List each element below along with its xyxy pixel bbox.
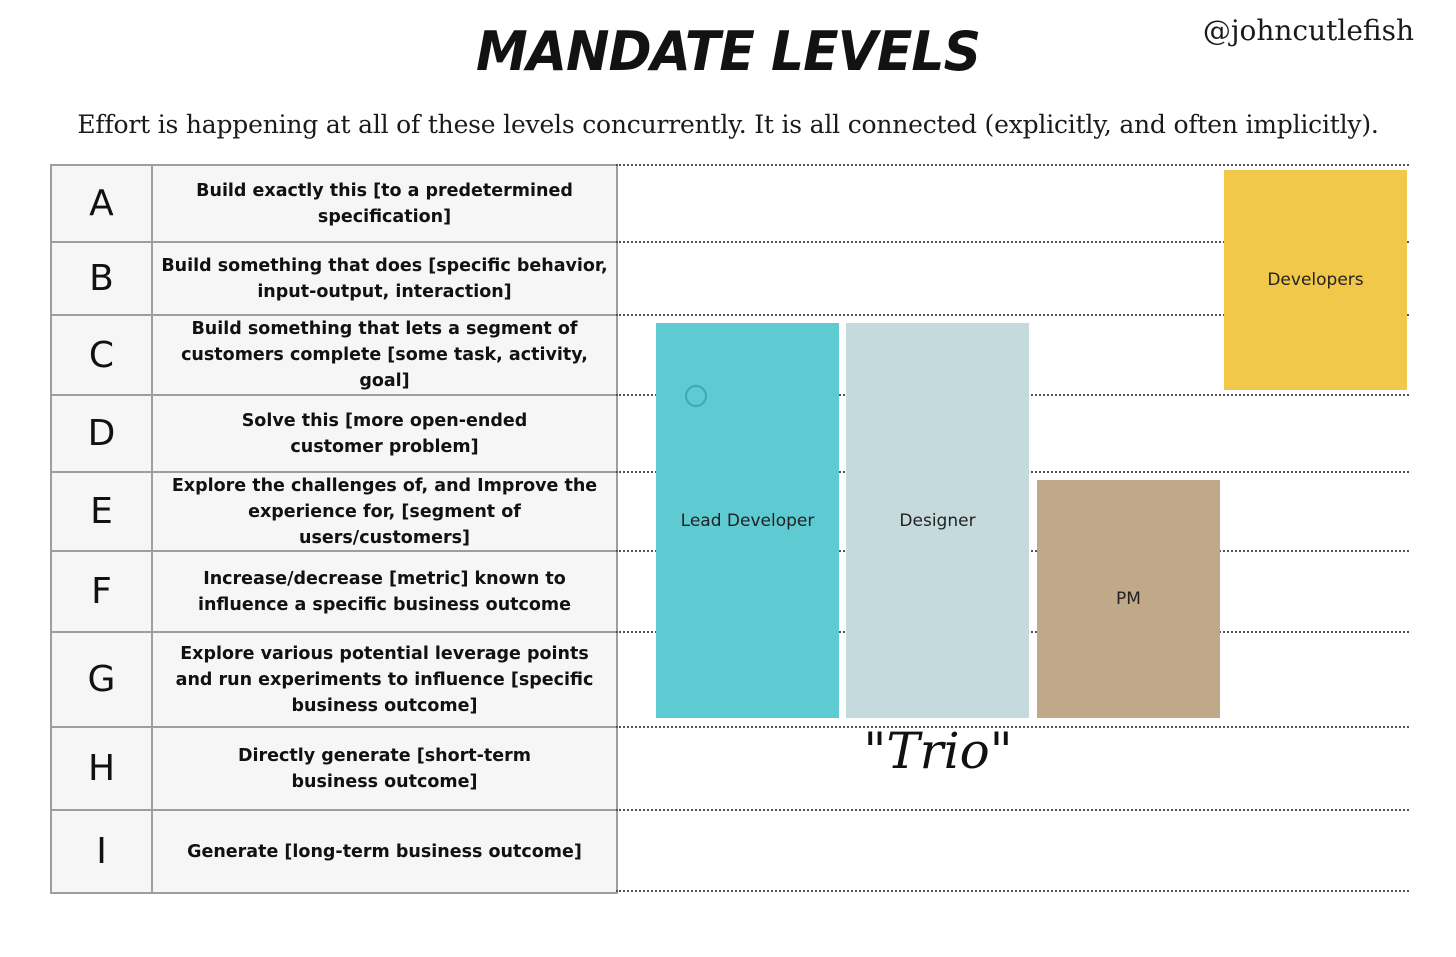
level-description: Build something that does [specific behavior, input-output, interaction] — [153, 243, 618, 314]
level-row-i — [52, 811, 618, 894]
row-guide-line — [616, 890, 1409, 892]
developers-sticky[interactable] — [1224, 170, 1407, 390]
level-letter: B — [52, 243, 153, 314]
sticky-label: PM — [1116, 589, 1141, 609]
level-description: Build exactly this [to a predetermined specification] — [153, 166, 618, 241]
level-letter: H — [52, 728, 153, 809]
circle-marker-icon — [685, 385, 707, 407]
level-description: Directly generate [short-term business outcome] — [153, 728, 618, 809]
level-description: Increase/decrease [metric] known to influence a specific business outcome — [153, 552, 618, 631]
row-guide-line — [616, 164, 1409, 166]
level-description: Solve this [more open-ended customer problem] — [153, 396, 618, 471]
level-letter: E — [52, 473, 153, 550]
author-handle: @johncutlefish — [1202, 14, 1414, 47]
level-letter: A — [52, 166, 153, 241]
designer-sticky[interactable] — [846, 323, 1029, 718]
level-letter: C — [52, 316, 153, 394]
level-letter: D — [52, 396, 153, 471]
level-description: Explore various potential leverage points and run experiments to influence [specific business outcome] — [153, 633, 618, 726]
mandate-levels-table — [50, 164, 618, 894]
level-letter: G — [52, 633, 153, 726]
level-row-h — [52, 728, 618, 811]
level-row-a — [52, 166, 618, 243]
subtitle: Effort is happening at all of these levels concurrently. It is all connected (explicitly, and often implicitly). — [77, 110, 1379, 139]
diagram-title: MANDATE LEVELS — [475, 20, 981, 84]
pm-sticky[interactable] — [1037, 480, 1220, 718]
trio-label: "Trio" — [863, 722, 1013, 780]
row-guide-line — [616, 809, 1409, 811]
level-row-g — [52, 633, 618, 728]
sticky-label: Designer — [899, 510, 976, 531]
level-row-d — [52, 396, 618, 473]
level-row-b — [52, 243, 618, 316]
level-description: Explore the challenges of, and Improve the experience for, [segment of users/customers] — [153, 473, 618, 550]
level-letter: I — [52, 811, 153, 892]
level-row-c — [52, 316, 618, 396]
level-row-f — [52, 552, 618, 633]
sticky-label: Developers — [1267, 270, 1364, 290]
level-description: Build something that lets a segment of customers complete [some task, activity, goal] — [153, 316, 618, 394]
level-description: Generate [long-term business outcome] — [153, 811, 618, 892]
level-row-e — [52, 473, 618, 552]
level-letter: F — [52, 552, 153, 631]
lead-developer-sticky[interactable] — [656, 323, 839, 718]
sticky-label: Lead Developer — [680, 510, 815, 531]
